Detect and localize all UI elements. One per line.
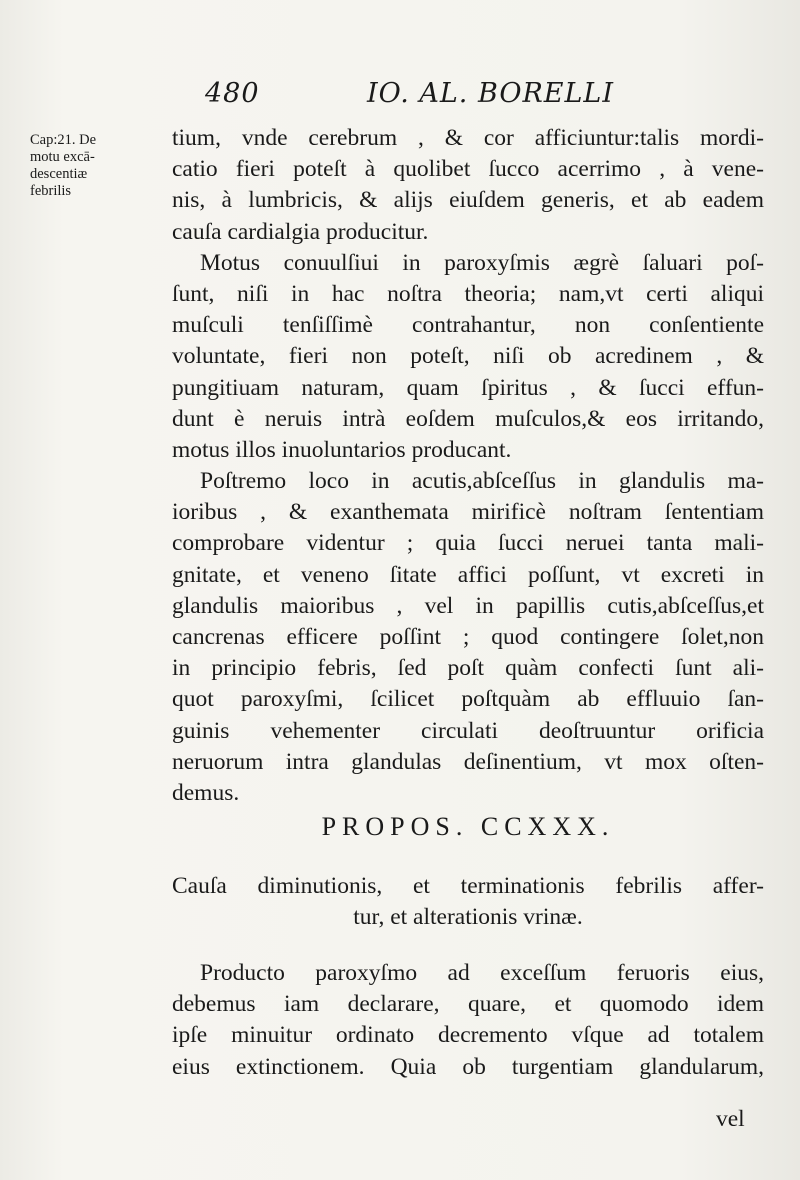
text-line: in principio febris, ſed poſt quàm confecti ſunt ali- (172, 655, 764, 682)
paragraph-2 (172, 248, 764, 466)
text-line: ſunt, niſi in hac noſtra theoria; nam,vt certi aliqui (172, 280, 764, 307)
text-line: pungitiuam naturam, quam ſpiritus , & ſucci effun- (172, 374, 764, 401)
text-line: Poſtremo loco in acutis,abſceſſus in glandulis ma- (200, 468, 764, 495)
text-line: muſculi tenſiſſimè contrahantur, non conſentiente (172, 312, 764, 339)
text-line: motus illos inuoluntarios producant. (172, 436, 512, 463)
text-line: cancrenas efficere poſſint ; quod contingere ſolet,non (172, 624, 764, 650)
text-line: comprobare videntur ; quia ſucci neruei tanta mali- (172, 530, 764, 557)
running-title: IO. AL. BORELLI (367, 78, 615, 109)
text-line: debemus iam declarare, quare, et quomodo idem (172, 991, 764, 1018)
text-line: guinis vehementer circulati deoſtruuntur orificia (172, 717, 764, 744)
text-line: Motus conuulſiui in paroxyſmis ægrè ſaluari poſ- (200, 249, 764, 276)
text-line: tium, vnde cerebrum , & cor afficiuntur:talis mordi- (172, 125, 764, 151)
margin-note-line: descentiæ (30, 166, 88, 182)
text-line: nis, à lumbricis, & alijs eiuſdem generis, et ab eadem (172, 187, 764, 214)
proposition-summary (172, 870, 764, 932)
summary-line: Cauſa diminutionis, et terminationis febrilis affer- (172, 873, 764, 899)
margin-note-line: motu excā- (30, 149, 95, 165)
margin-note (30, 132, 152, 200)
text-line: neruorum intra glandulas deſinentium, vt mox oſten- (172, 748, 764, 775)
text-line: eius extinctionem. Quia ob turgentiam glandularum, (172, 1053, 764, 1080)
catchword: vel (716, 1106, 745, 1132)
margin-note-line: Cap:21. De (30, 132, 97, 148)
summary-line: tur, et alterationis vrinæ. (353, 904, 583, 931)
paragraph-1 (172, 123, 764, 248)
text-line: cauſa cardialgia producitur. (172, 218, 429, 245)
body-text (172, 123, 764, 809)
text-line: ipſe minuitur ordinato decremento vſque ad totalem (172, 1022, 764, 1049)
text-line: glandulis maioribus , vel in papillis cutis,abſceſſus,et (172, 592, 764, 619)
text-line: ioribus , & exanthemata mirificè noſtram ſententiam (172, 499, 764, 526)
text-line: quot paroxyſmi, ſcilicet poſtquàm ab effluuio ſan- (172, 686, 764, 713)
page-number: 480 (205, 78, 260, 109)
text-line: voluntate, fieri non poteſt, niſi ob acredinem , & (172, 343, 764, 370)
text-line: catio fieri poteſt à quolibet ſucco acerrimo , à vene- (172, 156, 764, 183)
paragraph-4 (172, 958, 764, 1083)
proposition-heading: PROPOS. CCXXX. (321, 812, 615, 841)
text-line: gnitate, et veneno ſitate affici poſſunt, vt excreti in (172, 561, 764, 588)
paragraph-3 (172, 466, 764, 809)
text-line: dunt è neruis intrà eoſdem muſculos,& eos irritando, (172, 405, 764, 432)
text-line: Producto paroxyſmo ad exceſſum feruoris eius, (200, 960, 764, 986)
margin-note-line: febrilis (30, 183, 72, 199)
text-line: demus. (172, 779, 240, 806)
